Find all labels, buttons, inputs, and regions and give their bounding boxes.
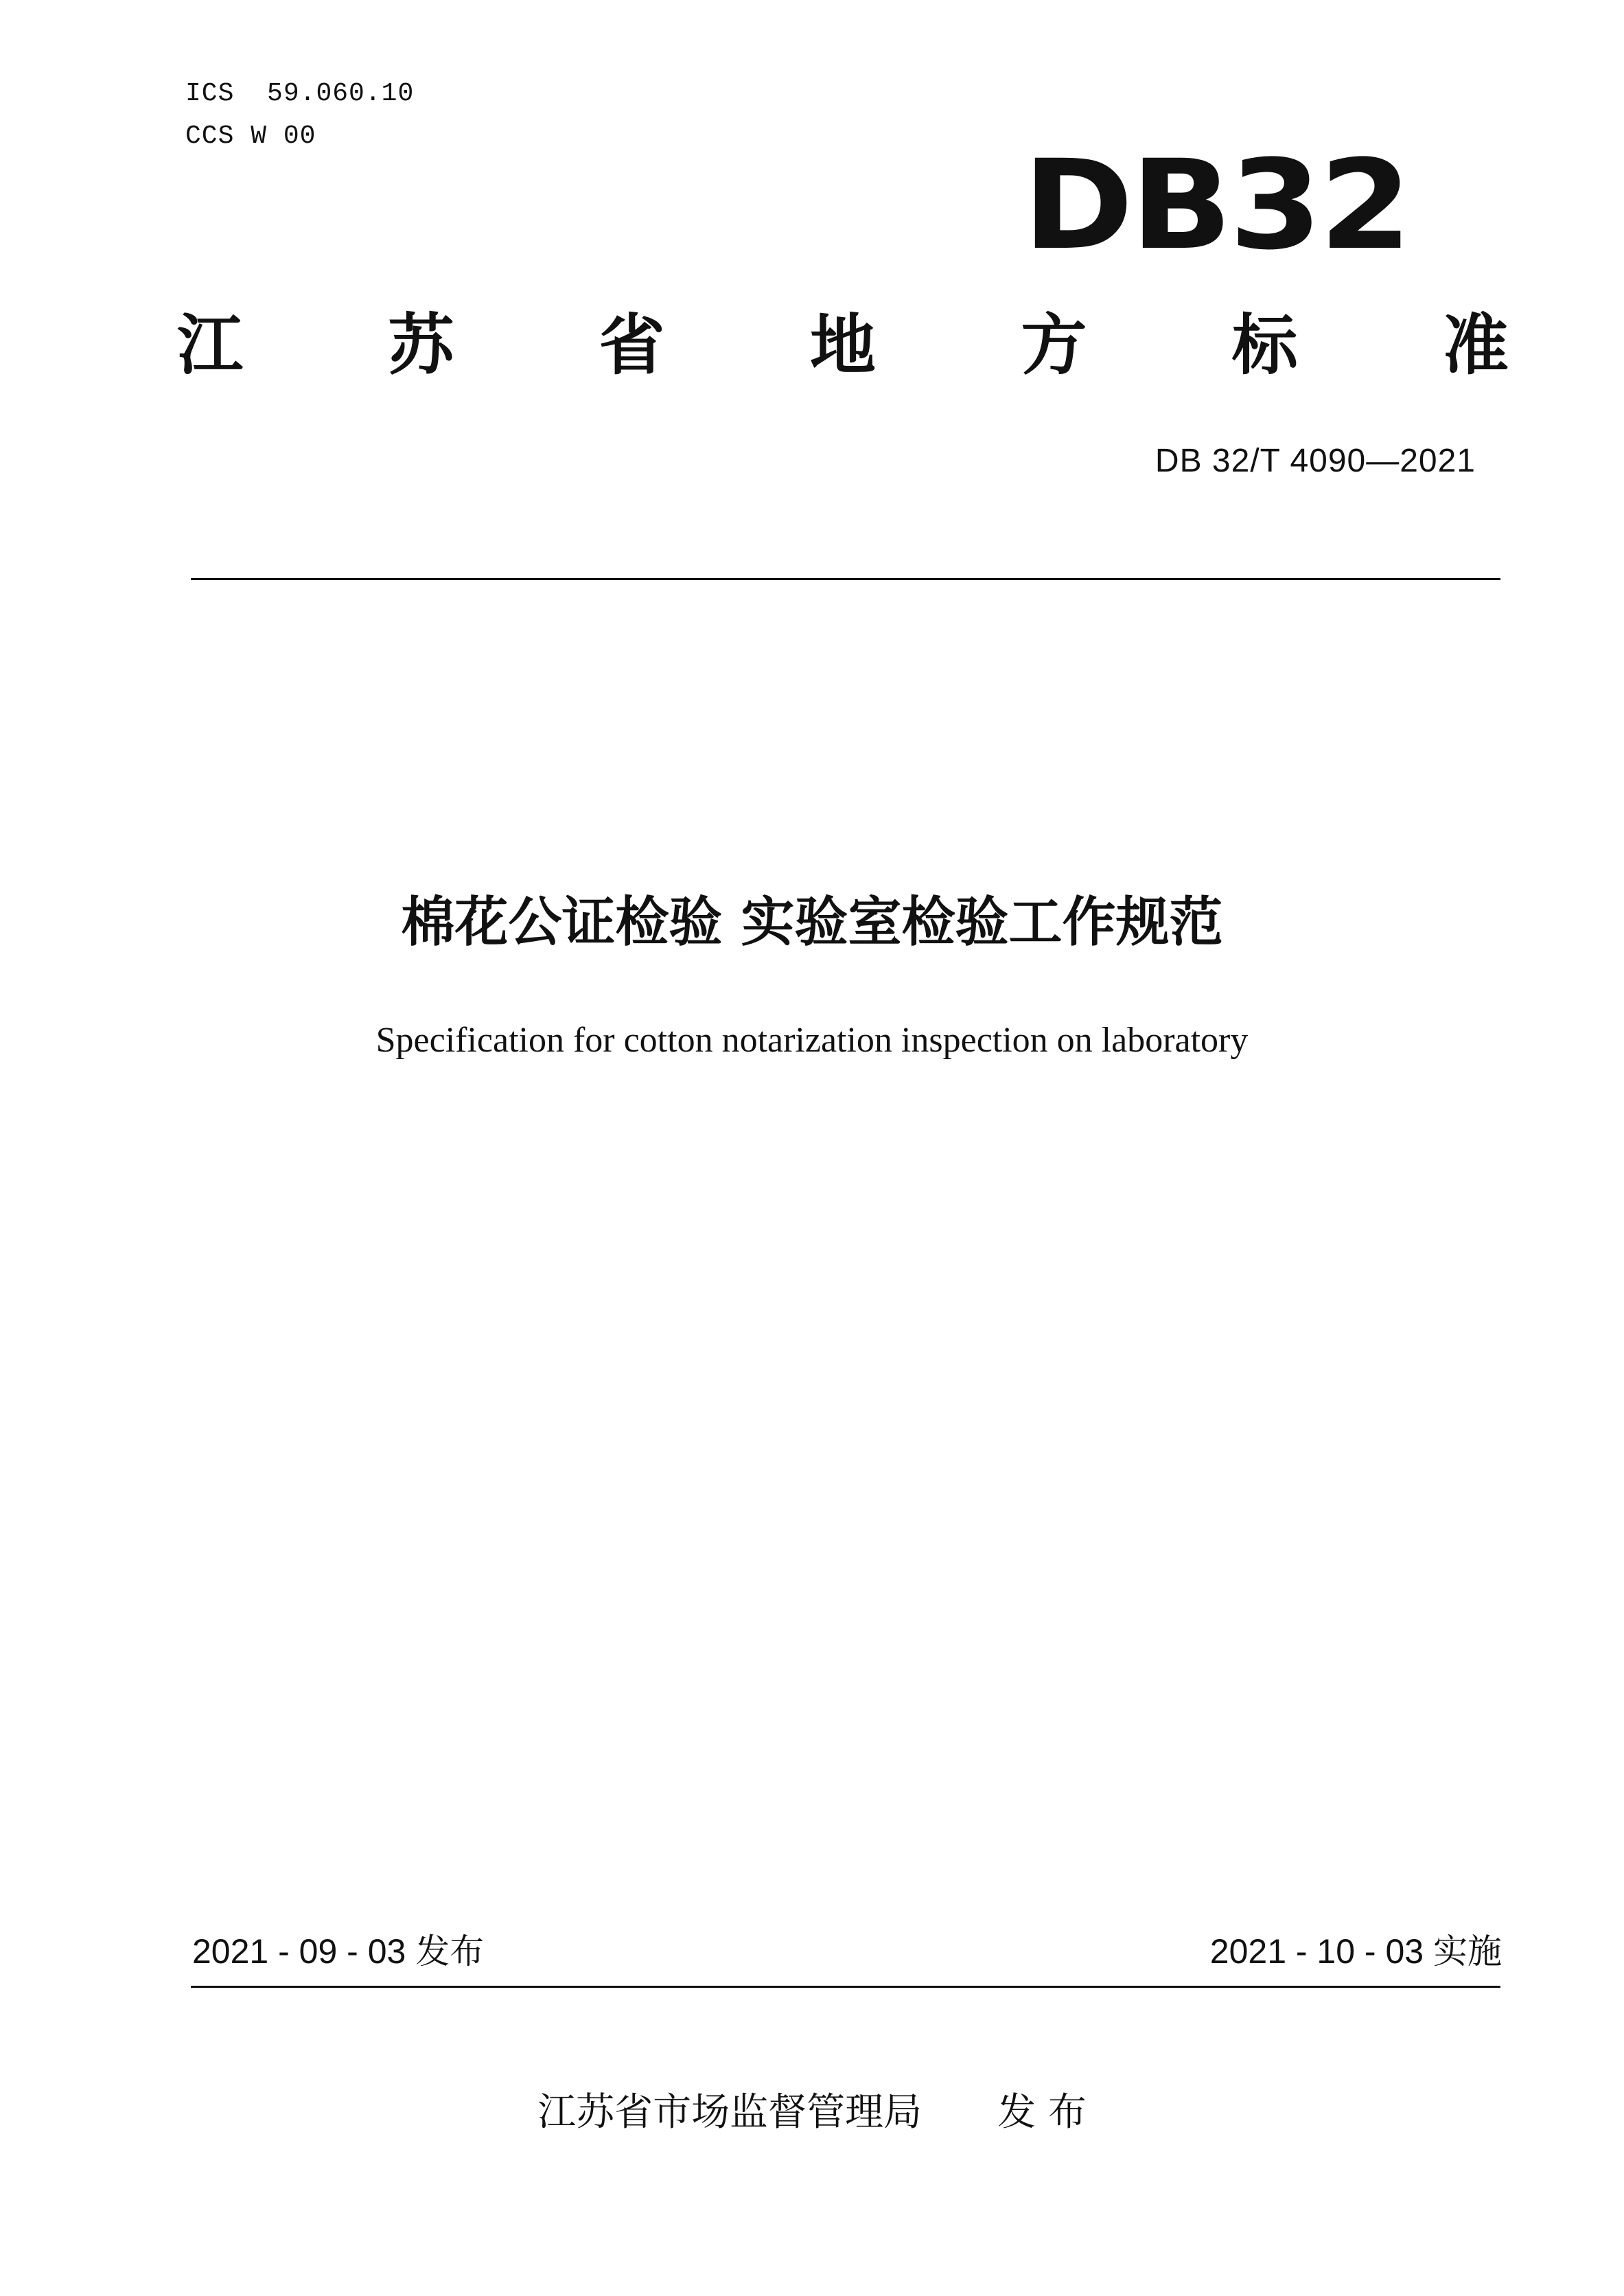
chinese-title: 棉花公证检验 实验室检验工作规范 — [401, 892, 1223, 953]
standard-category-heading — [177, 307, 1509, 384]
db32-logo: DB32 — [1023, 134, 1409, 277]
ccs-code: W 00 — [251, 121, 316, 151]
category-char: 方 — [1021, 307, 1087, 384]
issuer-action: 发 布 — [997, 2090, 1087, 2135]
ics-classification — [185, 81, 414, 107]
ccs-classification — [185, 121, 316, 151]
bottom-divider — [191, 1986, 1500, 1988]
standard-number: DB 32/T 4090—2021 — [1155, 443, 1476, 479]
publish-date: 2021 - 09 - 03 发布 — [192, 1932, 485, 1971]
implement-date: 2021 - 10 - 03 实施 — [1209, 1932, 1502, 1971]
category-char: 准 — [1442, 307, 1509, 384]
ics-label: ICS — [185, 79, 235, 108]
top-divider — [191, 578, 1500, 580]
ics-code: 59.060.10 — [267, 79, 415, 108]
category-char: 江 — [177, 307, 243, 384]
issuer-name: 江苏省市场监督管理局 — [537, 2090, 923, 2135]
ccs-label: CCS — [185, 121, 235, 151]
category-char: 地 — [809, 307, 876, 384]
issuer-line — [0, 2090, 1624, 2135]
category-char: 省 — [599, 307, 665, 384]
english-title: Specification for cotton notarization inspection on laboratory — [375, 1021, 1249, 1060]
category-char: 标 — [1231, 307, 1298, 384]
category-char: 苏 — [388, 307, 454, 384]
